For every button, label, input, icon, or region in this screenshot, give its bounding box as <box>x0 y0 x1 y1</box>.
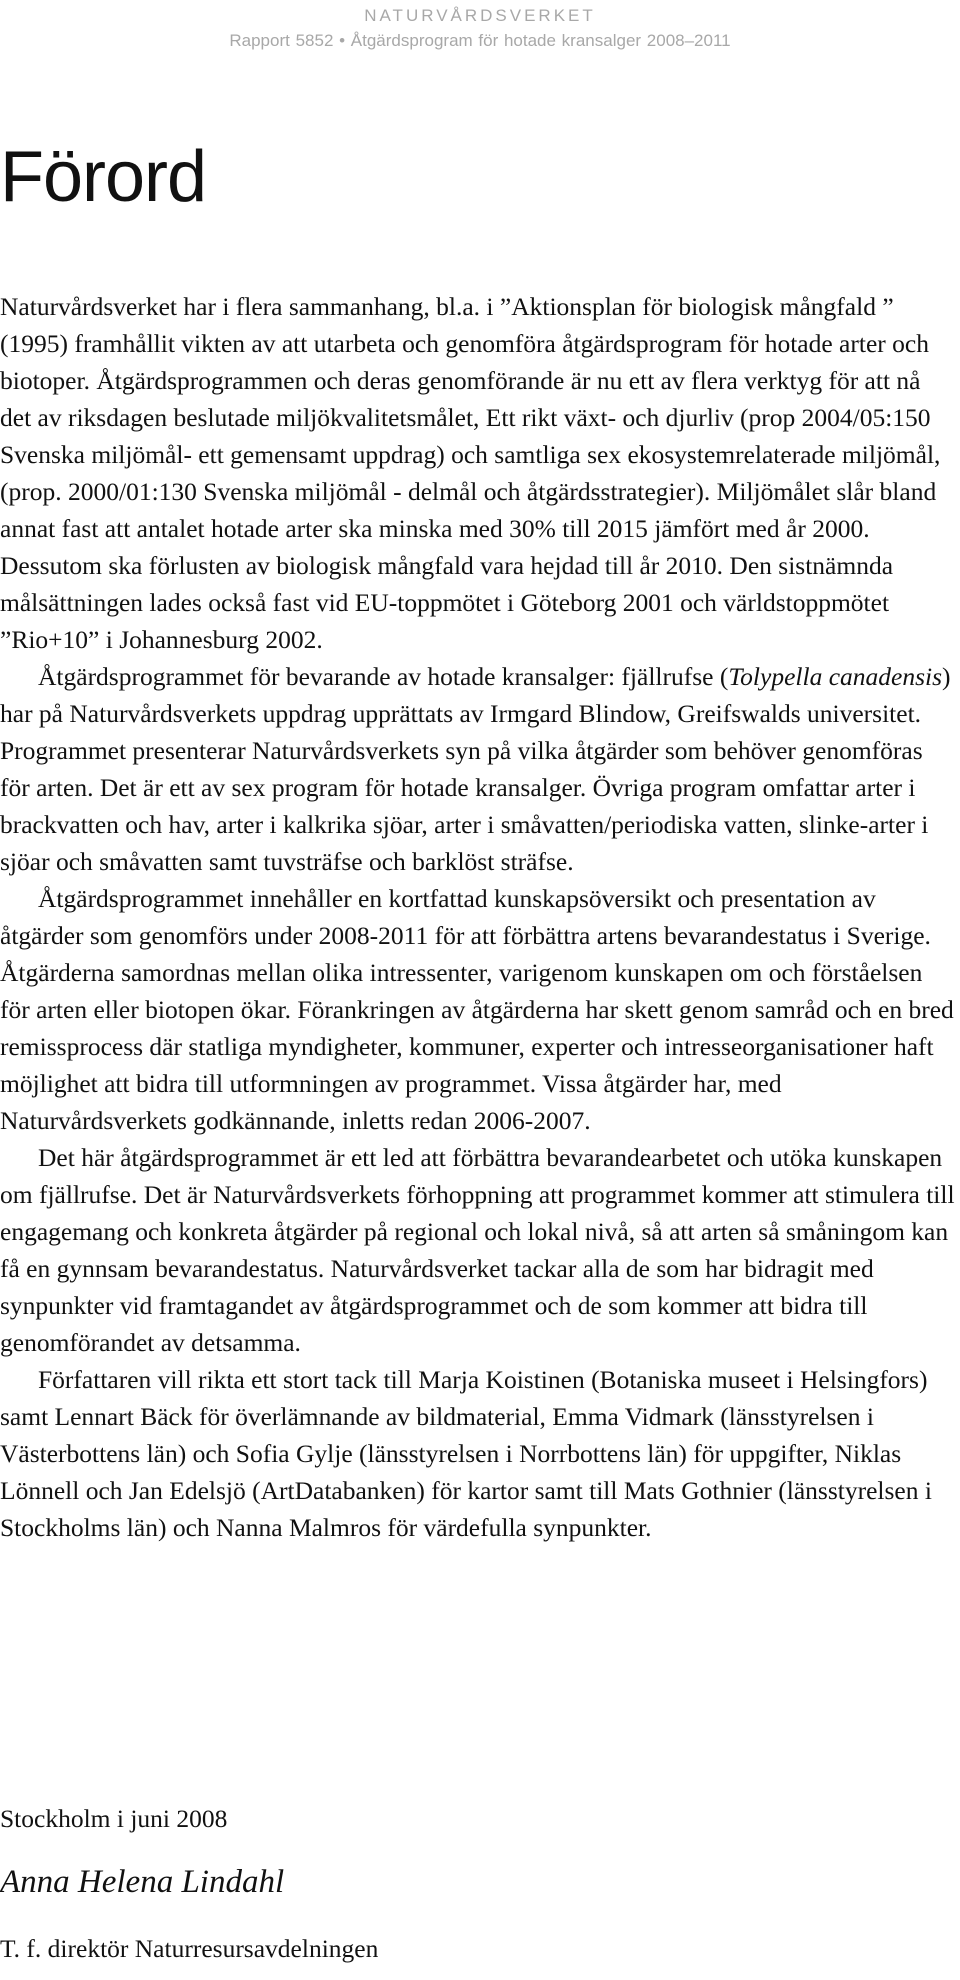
header-report-line: Rapport 5852 • Åtgärdsprogram för hotade kransalger 2008–2011 <box>229 31 731 50</box>
species-latin-name: Tolypella canadensis <box>728 662 943 691</box>
paragraph-4: Det här åtgärdsprogrammet är ett led att förbättra bevarandearbetet och utöka kunskapen om fjällrufse. Det är Naturvårdsverkets förhoppning att programmet kommer att stimulera till engagemang och konkreta åtgärder på regional och lokal nivå, så att arten så småningom kan få en gynnsam bevarandestatus. Naturvårdsverket tackar alla de som har bidragit med synpunkter vid framtagandet av åtgärdsprogrammet och de som kommer att bidra till genomförandet av detsamma. <box>0 1143 955 1357</box>
signature: Anna Helena Lindahl <box>0 1864 285 1900</box>
foreword-body <box>0 288 958 1546</box>
paragraph-3: Åtgärdsprogrammet innehåller en kortfattad kunskapsöversikt och presentation av åtgärder som genomförs under 2008-2011 för att förbättra artens bevarandestatus i Sverige. Åtgärderna samordnas mellan olika intressenter, varigenom kunskapen om och förståelsen för arten eller biotopen ökar. Förankringen av åtgärderna har skett genom samråd och en bred remissprocess där statliga myndigheter, kommuner, experter och intresseorganisationer haft möjlighet att bidra till utformningen av programmet. Vissa åtgärder har, med Naturvårdsverkets godkännande, inletts redan 2006-2007. <box>0 884 954 1135</box>
paragraph-2-start: Åtgärdsprogrammet för bevarande av hotade kransalger: fjällrufse ( <box>38 662 729 691</box>
header-organization: NATURVÅRDSVERKET <box>364 6 596 25</box>
paragraph-5: Författaren vill rikta ett stort tack till Marja Koistinen (Botaniska museet i Helsingfors) samt Lennart Bäck för överlämnande av bildmaterial, Emma Vidmark (länsstyrelsen i Västerbottens län) och Sofia Gylje (länsstyrelsen i Norrbottens län) för uppgifter, Niklas Lönnell och Jan Edelsjö (ArtDatabanken) för kartor samt till Mats Gothnier (länsstyrelsen i Stockholms län) och Nanna Malmros för värdefulla synpunkter. <box>0 1365 932 1542</box>
paragraph-1: Naturvårdsverket har i flera sammanhang, bl.a. i ”Aktionsplan för biologisk mångfald ” (1995) framhållit vikten av att utarbeta och genomföra åtgärdsprogram för hotade arter och biotoper. Åtgärdsprogrammen och deras genomförande är nu ett av flera verktyg för att nå det av riksdagen beslutade miljökvalitetsmålet, Ett rikt växt- och djurliv (prop 2004/05:150 Svenska miljömål- ett gemensamt uppdrag) och samtliga sex ekosystemrelaterade miljömål, (prop. 2000/01:130 Svenska miljömål - delmål och åtgärdsstrategier). Miljömålet slår bland annat fast att antalet hotade arter ska minska med 30% till 2015 jämfört med år 2000. Dessutom ska förlusten av biologisk mångfald vara hejdad till år 2010. Den sistnämnda målsättningen lades också fast vid EU-toppmötet i Göteborg 2001 och världstoppmötet ”Rio+10” i Johannesburg 2002. <box>0 292 941 654</box>
paragraph-2-end: ) har på Naturvårdsverkets uppdrag upprättats av Irmgard Blindow, Greifswalds universitet. Programmet presenterar Naturvårdsverkets syn på vilka åtgärder som behöver genomföras för arten. Det är ett av sex program för hotade kransalger. Övriga program omfattar arter i brackvatten och hav, arter i kalkrika sjöar, arter i småvatten/periodiska vatten, slinke-arter i sjöar och småvatten samt tuvsträfse och barklöst sträfse. <box>0 662 951 876</box>
page-title: Förord <box>0 137 207 217</box>
signer-title: T. f. direktör Naturresursavdelningen <box>0 1934 379 1963</box>
paragraph-2 <box>0 658 958 880</box>
place-date: Stockholm i juni 2008 <box>0 1804 228 1833</box>
page-header <box>0 6 960 52</box>
